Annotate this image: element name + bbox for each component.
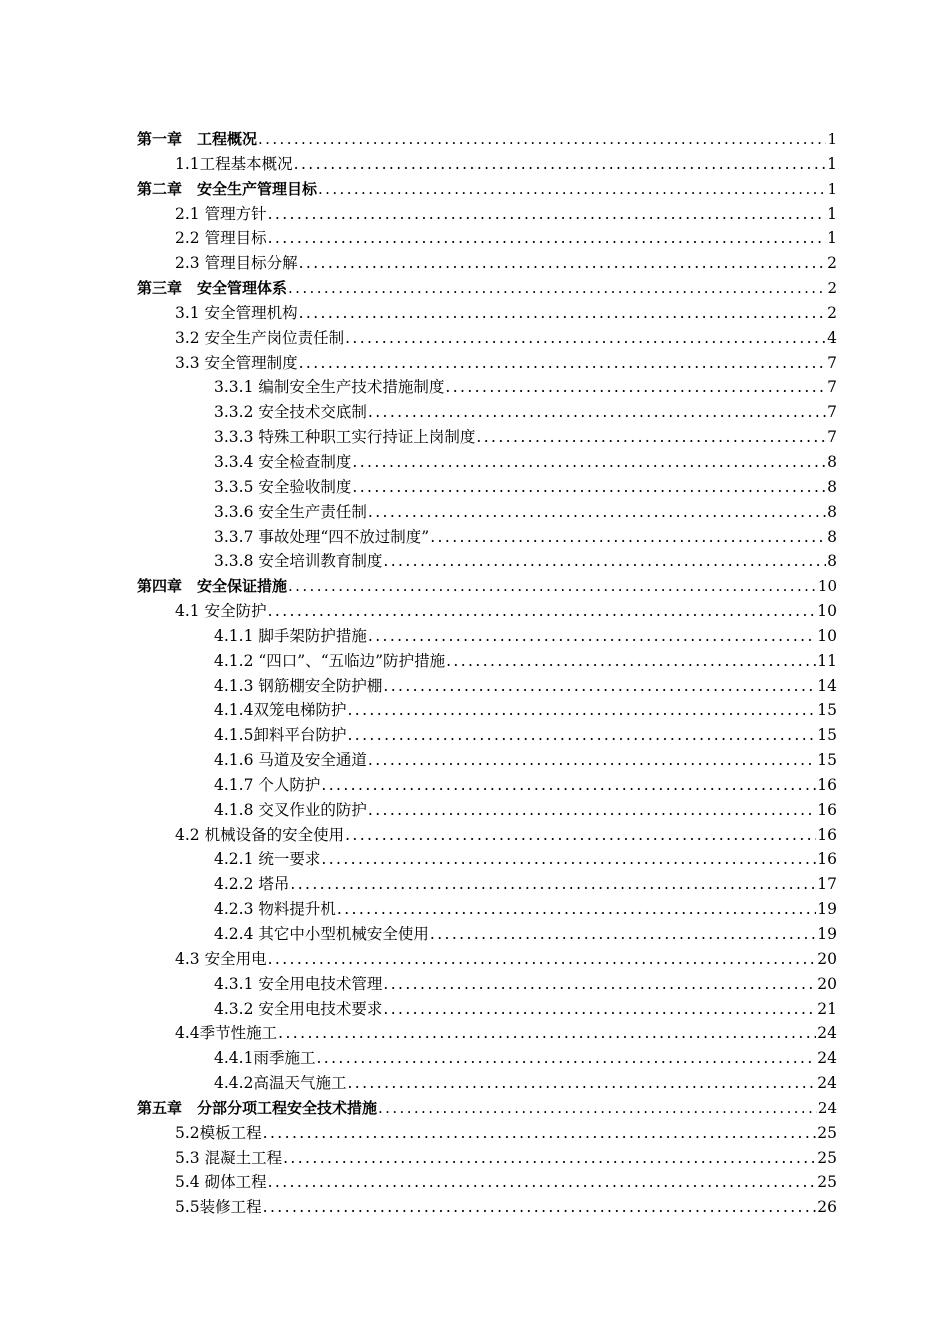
toc-entry[interactable] [137,326,837,351]
toc-entry[interactable] [137,1071,837,1096]
toc-entry-page-number: 2 [827,303,837,322]
toc-entry[interactable] [137,972,837,997]
toc-entry[interactable] [137,723,837,748]
toc-entry[interactable] [137,475,837,500]
dot-leader [383,674,816,699]
dot-leader [268,226,827,251]
toc-entry-page-number: 10 [817,602,837,621]
toc-entry-page-number: 8 [827,502,837,521]
toc-entry-page-number: 1 [827,154,837,173]
toc-entry-page-number: 1 [827,130,837,148]
dot-leader [288,276,826,301]
toc-entry[interactable] [137,872,837,897]
dot-leader [316,1046,816,1071]
dot-leader [383,972,816,997]
dot-leader [368,748,816,773]
toc-entry-title: 3.3.1 编制安全生产技术措施制度 [214,378,445,397]
toc-entry-page-number: 25 [817,1123,837,1142]
toc-entry-page-number: 14 [817,676,837,695]
dot-leader [383,549,826,574]
toc-entry[interactable] [137,1021,837,1046]
toc-entry-title: 1.1工程基本概况 [175,154,293,173]
toc-entry-title: 3.2 安全生产岗位责任制 [175,328,345,347]
toc-entry[interactable] [137,1195,837,1220]
toc-entry-title: 3.3.2 安全技术交底制 [214,403,367,422]
toc-entry-page-number: 7 [827,428,837,447]
dot-leader [368,400,826,425]
toc-entry-page-number: 2 [827,279,837,298]
toc-entry-title: 4.3.1 安全用电技术管理 [214,974,383,993]
toc-entry-page-number: 4 [827,328,837,347]
toc-entry[interactable] [137,997,837,1022]
toc-entry[interactable] [137,400,837,425]
toc-entry-title: 4.2.4 其它中小型机械安全使用 [214,925,429,943]
toc-entry-page-number: 15 [817,726,837,745]
toc-entry[interactable] [137,599,837,624]
toc-entry-title: 4.1 安全防护 [175,602,267,621]
toc-entry-page-number: 19 [817,925,837,943]
toc-entry[interactable] [137,351,837,376]
dot-leader [268,1170,817,1195]
toc-entry[interactable] [137,127,837,152]
toc-entry-title: 4.2.1 统一要求 [214,850,321,869]
dot-leader [268,599,817,624]
dot-leader [446,649,816,674]
dot-leader [299,301,827,326]
dot-leader [378,1096,817,1121]
dot-leader [294,152,826,177]
toc-entry-title: 第一章 工程概况 [137,130,258,148]
toc-entry-title: 3.3.4 安全检查制度 [214,452,352,471]
dot-leader [430,922,816,947]
toc-entry-page-number: 21 [817,999,837,1018]
toc-entry-title: 4.4.2高温天气施工 [214,1074,347,1093]
toc-entry-title: 5.3 混凝土工程 [175,1148,283,1167]
toc-entry-page-number: 16 [817,800,837,819]
toc-entry-page-number: 16 [817,850,837,869]
dot-leader [321,773,816,798]
toc-entry-page-number: 8 [827,452,837,471]
toc-entry[interactable] [137,251,837,276]
dot-leader [368,500,826,525]
toc-entry[interactable] [137,301,837,326]
dot-leader [352,450,826,475]
toc-entry[interactable] [137,922,837,947]
dot-leader [368,624,816,649]
toc-entry-page-number: 25 [817,1173,837,1192]
toc-entry-title: 2.2 管理目标 [175,229,267,248]
toc-entry-title: 4.2 机械设备的安全使用 [175,825,345,844]
dot-leader [263,1121,817,1146]
toc-entry-title: 4.1.3 钢筋棚安全防护棚 [214,676,383,695]
toc-entry[interactable] [137,798,837,823]
toc-entry-title: 4.3.2 安全用电技术要求 [214,999,383,1018]
toc-entry[interactable] [137,375,837,400]
toc-entry[interactable] [137,649,837,674]
toc-entry-page-number: 7 [827,403,837,422]
toc-entry-page-number: 20 [817,974,837,993]
toc-entry-page-number: 15 [817,701,837,720]
dot-leader [430,525,826,550]
dot-leader [445,375,826,400]
dot-leader [299,251,827,276]
dot-leader [345,326,826,351]
toc-entry-page-number: 17 [817,875,837,894]
toc-entry-title: 4.1.2 “四口”、“五临边”防护措施 [214,651,446,670]
toc-entry-page-number: 11 [817,651,837,670]
table-of-contents [137,127,837,1220]
toc-entry-page-number: 8 [827,477,837,496]
toc-entry-title: 4.2.2 塔吊 [214,875,290,894]
dot-leader [288,574,817,599]
toc-entry[interactable] [137,823,837,848]
toc-entry-title: 4.1.1 脚手架防护措施 [214,626,367,645]
dot-leader [263,1195,817,1220]
dot-leader [476,425,826,450]
toc-entry[interactable] [137,525,837,550]
toc-entry-title: 4.4.1雨季施工 [214,1049,316,1068]
toc-entry-page-number: 25 [817,1148,837,1167]
toc-entry[interactable] [137,549,837,574]
dot-leader [347,698,816,723]
toc-entry[interactable] [137,947,837,972]
toc-entry-page-number: 1 [827,229,837,248]
toc-entry-title: 4.1.7 个人防护 [214,775,321,794]
toc-entry[interactable] [137,450,837,475]
toc-entry-page-number: 2 [827,254,837,273]
dot-leader [268,947,817,972]
toc-entry[interactable] [137,624,837,649]
dot-leader [347,723,816,748]
toc-entry-page-number: 1 [827,204,837,223]
toc-entry-page-number: 24 [817,1024,837,1043]
toc-entry-title: 第四章 安全保证措施 [137,577,288,596]
toc-entry-title: 2.3 管理目标分解 [175,254,298,273]
toc-entry-title: 4.1.4双笼电梯防护 [214,701,347,720]
toc-entry-title: 4.1.8 交叉作业的防护 [214,800,367,819]
toc-entry[interactable] [137,773,837,798]
toc-entry-title: 第二章 安全生产管理目标 [137,179,318,198]
toc-entry[interactable] [137,698,837,723]
toc-entry[interactable] [137,202,837,227]
toc-entry-title: 3.3.8 安全培训教育制度 [214,552,383,571]
toc-entry[interactable] [137,847,837,872]
toc-entry-title: 5.2模板工程 [175,1123,262,1142]
toc-entry-title: 4.2.3 物料提升机 [214,900,336,919]
toc-entry-page-number: 24 [817,1074,837,1093]
toc-entry-page-number: 16 [817,775,837,794]
toc-entry-title: 4.1.6 马道及安全通道 [214,751,367,770]
toc-entry-title: 4.3 安全用电 [175,949,267,968]
toc-entry[interactable] [137,177,837,202]
dot-leader [321,847,816,872]
toc-entry[interactable] [137,500,837,525]
toc-entry-page-number: 7 [827,353,837,372]
dot-leader [290,872,816,897]
toc-entry[interactable] [137,425,837,450]
toc-entry-page-number: 15 [817,751,837,770]
dot-leader [368,798,816,823]
dot-leader [347,1071,816,1096]
toc-entry-page-number: 26 [817,1198,837,1217]
toc-entry-title: 4.1.5卸料平台防护 [214,726,347,745]
toc-entry[interactable] [137,1170,837,1195]
toc-entry[interactable] [137,574,837,599]
toc-entry[interactable] [137,152,837,177]
dot-leader [283,1146,816,1171]
toc-entry-title: 3.3.7 事故处理“四不放过制度” [214,527,430,546]
toc-entry[interactable] [137,1146,837,1171]
dot-leader [345,823,816,848]
toc-entry[interactable] [137,276,837,301]
dot-leader [352,475,826,500]
toc-entry-page-number: 1 [827,179,837,198]
toc-entry-title: 3.3.6 安全生产责任制 [214,502,367,521]
toc-entry-page-number: 24 [817,1098,837,1117]
dot-leader [299,351,827,376]
toc-entry[interactable] [137,1096,837,1121]
toc-entry[interactable] [137,226,837,251]
toc-entry[interactable] [137,748,837,773]
toc-entry-title: 4.4季节性施工 [175,1024,278,1043]
dot-leader [268,202,827,227]
toc-entry-title: 2.1 管理方针 [175,204,267,223]
toc-entry-title: 3.3.3 特殊工种职工实行持证上岗制度 [214,428,476,447]
toc-entry-title: 第三章 安全管理体系 [137,279,288,298]
toc-entry-title: 3.3.5 安全验收制度 [214,477,352,496]
toc-entry-page-number: 8 [827,552,837,571]
toc-entry-page-number: 10 [817,577,837,596]
toc-entry-page-number: 19 [817,900,837,919]
toc-entry[interactable] [137,674,837,699]
toc-entry-title: 5.5装修工程 [175,1198,262,1217]
toc-entry-page-number: 10 [817,626,837,645]
toc-entry-title: 3.3 安全管理制度 [175,353,298,372]
toc-entry[interactable] [137,1121,837,1146]
dot-leader [383,997,816,1022]
toc-entry-page-number: 8 [827,527,837,546]
toc-entry[interactable] [137,1046,837,1071]
toc-entry-page-number: 16 [817,825,837,844]
toc-entry-title: 5.4 砌体工程 [175,1173,267,1192]
toc-entry-title: 3.1 安全管理机构 [175,303,298,322]
toc-entry-title: 第五章 分部分项工程安全技术措施 [137,1098,378,1117]
toc-entry-page-number: 20 [817,949,837,968]
toc-entry-page-number: 24 [817,1049,837,1068]
toc-entry[interactable] [137,897,837,922]
dot-leader [258,127,826,152]
dot-leader [337,897,816,922]
dot-leader [278,1021,816,1046]
dot-leader [318,177,826,202]
toc-entry-page-number: 7 [827,378,837,397]
